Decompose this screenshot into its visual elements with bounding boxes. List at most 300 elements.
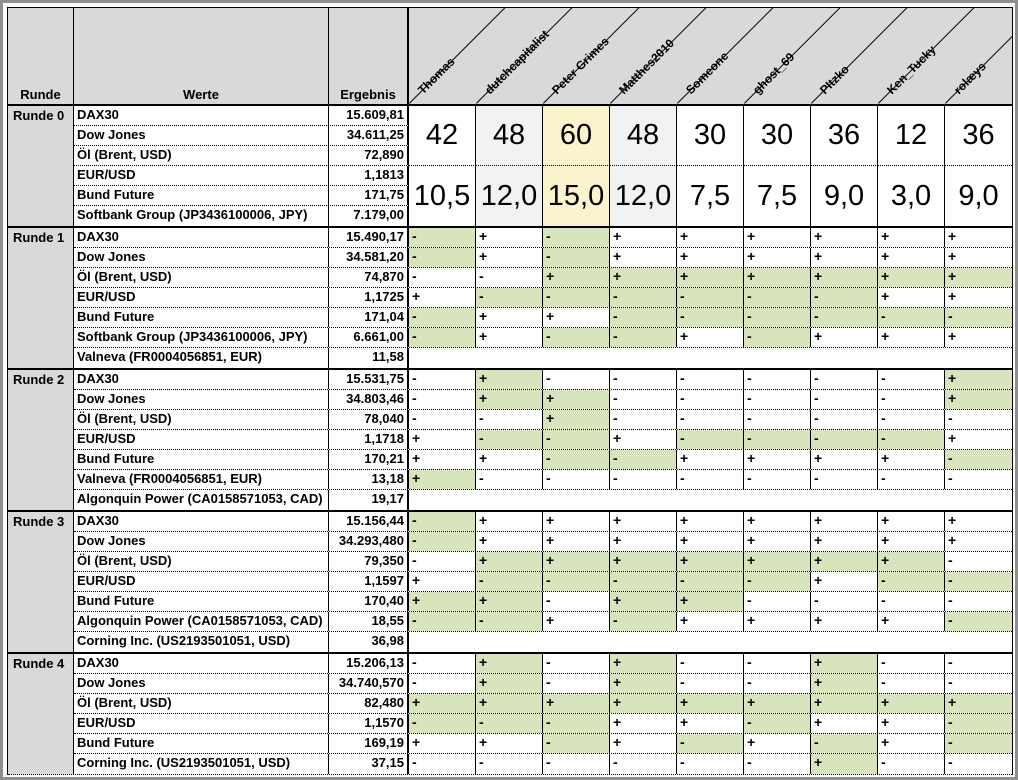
prediction-cell[interactable]: -	[543, 754, 610, 774]
prediction-cell[interactable]: -	[610, 288, 677, 307]
prediction-cell[interactable]: +	[948, 288, 957, 304]
prediction-cell[interactable]: -	[610, 612, 677, 631]
prediction-cell[interactable]: -	[945, 450, 1012, 469]
round-label[interactable]: Runde 4	[8, 654, 74, 774]
prediction-cell[interactable]: -	[677, 430, 744, 449]
result-value-cell[interactable]: 15.206,13	[329, 654, 409, 673]
prediction-cell[interactable]: +	[744, 268, 811, 287]
points-cell[interactable]: 30	[677, 106, 744, 166]
prediction-cell[interactable]: +	[610, 268, 677, 287]
prediction-cell[interactable]: -	[543, 370, 610, 389]
prediction-cell[interactable]: +	[878, 248, 945, 267]
prediction-cell[interactable]: -	[677, 654, 744, 673]
asset-name-cell[interactable]: DAX30	[74, 228, 329, 247]
prediction-cell[interactable]: +	[476, 532, 543, 551]
prediction-cell[interactable]: -	[744, 654, 811, 673]
prediction-cell[interactable]: +	[610, 228, 677, 247]
result-value-cell[interactable]: 37,15	[329, 754, 409, 774]
prediction-cell[interactable]: -	[948, 470, 953, 486]
prediction-cell[interactable]: +	[476, 390, 543, 409]
result-value-cell[interactable]: 36,98	[329, 632, 409, 652]
prediction-cell[interactable]: -	[543, 288, 610, 307]
prediction-cell[interactable]: -	[878, 470, 945, 489]
prediction-cell[interactable]: +	[811, 754, 878, 774]
prediction-cell[interactable]: -	[677, 572, 744, 591]
prediction-cell[interactable]: -	[878, 410, 945, 429]
prediction-cell[interactable]: -	[476, 288, 543, 307]
points-cell[interactable]: 42	[409, 106, 476, 166]
prediction-cell[interactable]: +	[945, 694, 1012, 713]
prediction-cell[interactable]: +	[811, 674, 878, 693]
prediction-cell[interactable]: +	[610, 552, 677, 571]
asset-name-cell[interactable]: Öl (Brent, USD)	[74, 694, 329, 713]
prediction-cell[interactable]: -	[677, 754, 744, 774]
points-cell[interactable]: 7,5	[677, 166, 744, 226]
header-runde[interactable]: Runde	[8, 8, 74, 104]
asset-name-cell[interactable]: DAX30	[74, 654, 329, 673]
points-cell[interactable]: 9,0	[811, 166, 878, 226]
asset-name-cell[interactable]: EUR/USD	[74, 166, 329, 185]
result-value-cell[interactable]: 170,21	[329, 450, 409, 469]
prediction-cell[interactable]: -	[744, 572, 811, 591]
prediction-cell[interactable]: -	[948, 552, 953, 568]
prediction-cell[interactable]: -	[677, 390, 744, 409]
prediction-cell[interactable]: -	[610, 470, 677, 489]
prediction-cell[interactable]: +	[811, 612, 878, 631]
prediction-cell[interactable]: +	[811, 654, 878, 673]
prediction-cell[interactable]: -	[945, 572, 1012, 591]
result-value-cell[interactable]: 15.531,75	[329, 370, 409, 389]
result-value-cell[interactable]: 11,58	[329, 348, 409, 368]
prediction-cell[interactable]: -	[543, 674, 610, 693]
asset-name-cell[interactable]: Dow Jones	[74, 126, 329, 145]
prediction-cell[interactable]: +	[744, 612, 811, 631]
prediction-cell[interactable]: -	[409, 248, 476, 267]
round-label[interactable]: Runde 2	[8, 370, 74, 510]
prediction-cell[interactable]: +	[948, 512, 957, 528]
prediction-cell[interactable]: +	[811, 228, 878, 247]
prediction-cell[interactable]: +	[811, 450, 878, 469]
prediction-cell[interactable]: -	[543, 470, 610, 489]
result-value-cell[interactable]: 34.803,46	[329, 390, 409, 409]
result-value-cell[interactable]: 78,040	[329, 410, 409, 429]
prediction-cell[interactable]: +	[744, 248, 811, 267]
prediction-cell[interactable]: -	[948, 592, 953, 608]
result-value-cell[interactable]: 13,18	[329, 470, 409, 489]
prediction-cell[interactable]: -	[543, 328, 610, 347]
prediction-cell[interactable]: +	[878, 268, 945, 287]
prediction-cell[interactable]: -	[409, 674, 476, 693]
result-value-cell[interactable]: 15.609,81	[329, 106, 409, 125]
points-cell[interactable]: 60	[543, 106, 610, 166]
prediction-cell[interactable]: +	[811, 552, 878, 571]
prediction-cell[interactable]: +	[948, 328, 957, 344]
prediction-cell[interactable]: -	[409, 268, 476, 287]
prediction-cell[interactable]: -	[744, 288, 811, 307]
prediction-cell[interactable]: -	[543, 734, 610, 753]
result-value-cell[interactable]: 6.661,00	[329, 328, 409, 347]
round-label[interactable]: Runde 3	[8, 512, 74, 652]
prediction-cell[interactable]: -	[476, 410, 543, 429]
prediction-cell[interactable]: -	[476, 754, 543, 774]
prediction-cell[interactable]: +	[677, 328, 744, 347]
asset-name-cell[interactable]: Dow Jones	[74, 390, 329, 409]
points-cell[interactable]: 10,5	[409, 166, 476, 226]
prediction-cell[interactable]: -	[811, 592, 878, 611]
points-cell[interactable]: 7,5	[744, 166, 811, 226]
prediction-cell[interactable]: +	[677, 612, 744, 631]
prediction-cell[interactable]: +	[677, 512, 744, 531]
prediction-cell[interactable]: +	[677, 228, 744, 247]
prediction-cell[interactable]: +	[610, 654, 677, 673]
prediction-cell[interactable]: +	[677, 248, 744, 267]
asset-name-cell[interactable]: Öl (Brent, USD)	[74, 268, 329, 287]
prediction-cell[interactable]: -	[610, 308, 677, 327]
prediction-cell[interactable]: +	[744, 734, 811, 753]
points-cell[interactable]: 48	[476, 106, 543, 166]
prediction-cell[interactable]: +	[878, 512, 945, 531]
prediction-cell[interactable]: -	[811, 430, 878, 449]
prediction-cell[interactable]: -	[677, 288, 744, 307]
result-value-cell[interactable]: 171,04	[329, 308, 409, 327]
prediction-cell[interactable]: +	[878, 288, 945, 307]
prediction-cell[interactable]: -	[476, 714, 543, 733]
asset-name-cell[interactable]: Dow Jones	[74, 248, 329, 267]
prediction-cell[interactable]: +	[543, 390, 610, 409]
prediction-cell[interactable]: -	[543, 430, 610, 449]
prediction-cell[interactable]: +	[677, 532, 744, 551]
prediction-cell[interactable]: +	[476, 694, 543, 713]
prediction-cell[interactable]: +	[948, 430, 957, 446]
prediction-cell[interactable]: +	[409, 470, 476, 489]
prediction-cell[interactable]: -	[610, 572, 677, 591]
result-value-cell[interactable]: 1,1718	[329, 430, 409, 449]
prediction-cell[interactable]: +	[409, 430, 476, 449]
prediction-cell[interactable]: +	[945, 268, 1012, 287]
prediction-cell[interactable]: -	[744, 430, 811, 449]
result-value-cell[interactable]: 15.156,44	[329, 512, 409, 531]
player-column-header[interactable]: Matthes2010	[616, 36, 677, 97]
prediction-cell[interactable]: -	[811, 288, 878, 307]
prediction-cell[interactable]: +	[409, 694, 476, 713]
points-cell[interactable]: 30	[744, 106, 811, 166]
result-value-cell[interactable]: 34.740,570	[329, 674, 409, 693]
prediction-cell[interactable]: -	[744, 674, 811, 693]
prediction-cell[interactable]: -	[409, 410, 476, 429]
prediction-cell[interactable]: +	[543, 410, 610, 429]
prediction-cell[interactable]: +	[476, 248, 543, 267]
prediction-cell[interactable]: -	[945, 612, 1012, 631]
prediction-cell[interactable]: +	[610, 734, 677, 753]
prediction-cell[interactable]: +	[744, 512, 811, 531]
result-value-cell[interactable]: 169,19	[329, 734, 409, 753]
prediction-cell[interactable]: +	[610, 430, 677, 449]
prediction-cell[interactable]: +	[677, 592, 744, 611]
prediction-cell[interactable]: -	[677, 370, 744, 389]
prediction-cell[interactable]: -	[677, 308, 744, 327]
prediction-cell[interactable]: -	[948, 754, 953, 770]
prediction-cell[interactable]: -	[811, 410, 878, 429]
asset-name-cell[interactable]: Öl (Brent, USD)	[74, 552, 329, 571]
prediction-cell[interactable]: -	[744, 308, 811, 327]
prediction-cell[interactable]: -	[409, 552, 476, 571]
asset-name-cell[interactable]: DAX30	[74, 106, 329, 125]
prediction-cell[interactable]: -	[878, 572, 945, 591]
prediction-cell[interactable]: -	[744, 410, 811, 429]
prediction-cell[interactable]: -	[543, 714, 610, 733]
prediction-cell[interactable]: -	[409, 390, 476, 409]
asset-name-cell[interactable]: Dow Jones	[74, 674, 329, 693]
prediction-cell[interactable]: -	[610, 390, 677, 409]
prediction-cell[interactable]: -	[677, 410, 744, 429]
asset-name-cell[interactable]: Valneva (FR0004056851, EUR)	[74, 470, 329, 489]
prediction-cell[interactable]: +	[744, 228, 811, 247]
result-value-cell[interactable]: 171,75	[329, 186, 409, 205]
prediction-cell[interactable]: +	[677, 450, 744, 469]
result-value-cell[interactable]: 34.581,20	[329, 248, 409, 267]
asset-name-cell[interactable]: Valneva (FR0004056851, EUR)	[74, 348, 329, 368]
result-value-cell[interactable]: 1,1725	[329, 288, 409, 307]
prediction-cell[interactable]: -	[610, 370, 677, 389]
prediction-cell[interactable]: +	[948, 532, 957, 548]
result-value-cell[interactable]: 72,890	[329, 146, 409, 165]
result-value-cell[interactable]: 34.611,25	[329, 126, 409, 145]
result-value-cell[interactable]: 1,1597	[329, 572, 409, 591]
header-ergebnis[interactable]: Ergebnis	[329, 8, 409, 104]
prediction-cell[interactable]: +	[476, 328, 543, 347]
prediction-cell[interactable]: -	[945, 308, 1012, 327]
prediction-cell[interactable]: -	[744, 714, 811, 733]
prediction-cell[interactable]: +	[878, 714, 945, 733]
prediction-cell[interactable]: +	[948, 228, 957, 244]
points-cell[interactable]: 15,0	[543, 166, 610, 226]
asset-name-cell[interactable]: DAX30	[74, 512, 329, 531]
prediction-cell[interactable]: -	[744, 592, 811, 611]
result-value-cell[interactable]: 18,55	[329, 612, 409, 631]
prediction-cell[interactable]: +	[476, 734, 543, 753]
prediction-cell[interactable]: +	[878, 694, 945, 713]
asset-name-cell[interactable]: Bund Future	[74, 592, 329, 611]
prediction-cell[interactable]: -	[878, 430, 945, 449]
prediction-cell[interactable]: -	[409, 754, 476, 774]
prediction-cell[interactable]: +	[811, 268, 878, 287]
prediction-cell[interactable]: +	[677, 552, 744, 571]
prediction-cell[interactable]: -	[476, 268, 543, 287]
result-value-cell[interactable]: 7.179,00	[329, 206, 409, 226]
prediction-cell[interactable]: +	[878, 228, 945, 247]
prediction-cell[interactable]: -	[610, 410, 677, 429]
prediction-cell[interactable]: -	[811, 370, 878, 389]
prediction-cell[interactable]: -	[543, 572, 610, 591]
prediction-cell[interactable]: -	[610, 450, 677, 469]
result-value-cell[interactable]: 82,480	[329, 694, 409, 713]
asset-name-cell[interactable]: Öl (Brent, USD)	[74, 146, 329, 165]
asset-name-cell[interactable]: EUR/USD	[74, 430, 329, 449]
prediction-cell[interactable]: -	[476, 430, 543, 449]
prediction-cell[interactable]: -	[610, 754, 677, 774]
asset-name-cell[interactable]: Corning Inc. (US2193501051, USD)	[74, 632, 329, 652]
prediction-cell[interactable]: -	[948, 674, 953, 690]
prediction-cell[interactable]: -	[409, 228, 476, 247]
prediction-cell[interactable]: +	[610, 674, 677, 693]
prediction-cell[interactable]: -	[811, 390, 878, 409]
prediction-cell[interactable]: -	[878, 654, 945, 673]
prediction-cell[interactable]: +	[409, 288, 476, 307]
prediction-cell[interactable]: +	[543, 694, 610, 713]
prediction-cell[interactable]: +	[878, 734, 945, 753]
prediction-cell[interactable]: -	[409, 654, 476, 673]
prediction-cell[interactable]: -	[811, 308, 878, 327]
prediction-cell[interactable]: -	[409, 328, 476, 347]
player-column-header[interactable]: Thomas	[415, 54, 458, 97]
prediction-cell[interactable]: +	[744, 694, 811, 713]
asset-name-cell[interactable]: EUR/USD	[74, 572, 329, 591]
prediction-cell[interactable]: +	[610, 592, 677, 611]
prediction-cell[interactable]: +	[610, 714, 677, 733]
prediction-cell[interactable]: +	[543, 512, 610, 531]
prediction-cell[interactable]: -	[948, 410, 953, 426]
asset-name-cell[interactable]: Softbank Group (JP3436100006, JPY)	[74, 328, 329, 347]
prediction-cell[interactable]: +	[811, 572, 878, 591]
prediction-cell[interactable]: +	[543, 268, 610, 287]
prediction-cell[interactable]: +	[543, 552, 610, 571]
prediction-cell[interactable]: +	[476, 450, 543, 469]
points-cell[interactable]: 9,0	[958, 179, 999, 212]
prediction-cell[interactable]: -	[476, 612, 543, 631]
asset-name-cell[interactable]: Corning Inc. (US2193501051, USD)	[74, 754, 329, 774]
prediction-cell[interactable]: -	[543, 248, 610, 267]
prediction-cell[interactable]: -	[945, 714, 1012, 733]
prediction-cell[interactable]: +	[476, 674, 543, 693]
prediction-cell[interactable]: +	[610, 532, 677, 551]
prediction-cell[interactable]: -	[878, 592, 945, 611]
prediction-cell[interactable]: +	[476, 512, 543, 531]
prediction-cell[interactable]: -	[476, 572, 543, 591]
asset-name-cell[interactable]: Bund Future	[74, 734, 329, 753]
result-value-cell[interactable]: 34.293,480	[329, 532, 409, 551]
result-value-cell[interactable]: 74,870	[329, 268, 409, 287]
prediction-cell[interactable]: -	[744, 470, 811, 489]
prediction-cell[interactable]: -	[677, 734, 744, 753]
prediction-cell[interactable]: +	[945, 370, 1012, 389]
prediction-cell[interactable]: +	[476, 308, 543, 327]
round-label[interactable]: Runde 1	[8, 228, 74, 368]
asset-name-cell[interactable]: Öl (Brent, USD)	[74, 410, 329, 429]
prediction-cell[interactable]: +	[543, 308, 610, 327]
player-column-header[interactable]: dutchcapitalist	[482, 27, 552, 97]
prediction-cell[interactable]: -	[878, 308, 945, 327]
prediction-cell[interactable]: +	[677, 268, 744, 287]
prediction-cell[interactable]: -	[744, 754, 811, 774]
points-cell[interactable]: 36	[945, 106, 1012, 166]
asset-name-cell[interactable]: Dow Jones	[74, 532, 329, 551]
prediction-cell[interactable]: -	[677, 674, 744, 693]
prediction-cell[interactable]: +	[878, 328, 945, 347]
prediction-cell[interactable]: -	[811, 734, 878, 753]
asset-name-cell[interactable]: EUR/USD	[74, 714, 329, 733]
prediction-cell[interactable]: +	[610, 248, 677, 267]
prediction-cell[interactable]: +	[677, 694, 744, 713]
points-cell[interactable]: 12,0	[476, 166, 543, 226]
prediction-cell[interactable]: +	[476, 654, 543, 673]
points-cell[interactable]: 48	[610, 106, 677, 166]
prediction-cell[interactable]: -	[409, 370, 476, 389]
prediction-cell[interactable]: +	[744, 450, 811, 469]
prediction-cell[interactable]: -	[744, 370, 811, 389]
prediction-cell[interactable]: -	[409, 532, 476, 551]
prediction-cell[interactable]: -	[878, 754, 945, 774]
prediction-cell[interactable]: +	[811, 328, 878, 347]
asset-name-cell[interactable]: Bund Future	[74, 450, 329, 469]
prediction-cell[interactable]: -	[878, 370, 945, 389]
prediction-cell[interactable]: +	[811, 512, 878, 531]
prediction-cell[interactable]: +	[878, 532, 945, 551]
prediction-cell[interactable]: -	[409, 612, 476, 631]
prediction-cell[interactable]: -	[677, 470, 744, 489]
prediction-cell[interactable]: +	[811, 248, 878, 267]
prediction-cell[interactable]: +	[811, 694, 878, 713]
prediction-cell[interactable]: +	[878, 552, 945, 571]
player-column-header[interactable]: PItzko	[817, 62, 852, 97]
prediction-cell[interactable]: +	[878, 450, 945, 469]
player-column-header[interactable]: ghost_69	[750, 49, 798, 97]
prediction-cell[interactable]: -	[878, 390, 945, 409]
prediction-cell[interactable]: -	[744, 390, 811, 409]
prediction-cell[interactable]: -	[543, 654, 610, 673]
prediction-cell[interactable]: +	[409, 572, 476, 591]
player-column-header[interactable]: rolæys	[951, 59, 989, 97]
result-value-cell[interactable]: 1,1570	[329, 714, 409, 733]
prediction-cell[interactable]: -	[811, 470, 878, 489]
prediction-cell[interactable]: +	[476, 370, 543, 389]
prediction-cell[interactable]: -	[409, 714, 476, 733]
prediction-cell[interactable]: +	[744, 552, 811, 571]
prediction-cell[interactable]: -	[409, 512, 476, 531]
prediction-cell[interactable]: +	[476, 592, 543, 611]
asset-name-cell[interactable]: Bund Future	[74, 308, 329, 327]
prediction-cell[interactable]: -	[476, 470, 543, 489]
prediction-cell[interactable]: +	[811, 532, 878, 551]
result-value-cell[interactable]: 79,350	[329, 552, 409, 571]
player-column-header[interactable]: Ken_Tucky	[884, 42, 939, 97]
points-cell[interactable]: 36	[811, 106, 878, 166]
asset-name-cell[interactable]: Softbank Group (JP3436100006, JPY)	[74, 206, 329, 226]
player-column-header[interactable]: Someone	[683, 48, 732, 97]
prediction-cell[interactable]: -	[543, 228, 610, 247]
prediction-cell[interactable]: +	[744, 532, 811, 551]
round-label[interactable]: Runde 0	[8, 106, 74, 226]
points-cell[interactable]: 3,0	[878, 166, 945, 226]
player-column-header[interactable]: Peter Grimes	[549, 34, 612, 97]
prediction-cell[interactable]: +	[409, 450, 476, 469]
header-werte[interactable]: Werte	[74, 8, 329, 104]
points-cell[interactable]: 12,0	[610, 166, 677, 226]
asset-name-cell[interactable]: Bund Future	[74, 186, 329, 205]
prediction-cell[interactable]: +	[476, 552, 543, 571]
asset-name-cell[interactable]: DAX30	[74, 370, 329, 389]
prediction-cell[interactable]: +	[610, 694, 677, 713]
prediction-cell[interactable]: +	[948, 248, 957, 264]
prediction-cell[interactable]: -	[409, 308, 476, 327]
points-cell[interactable]: 12	[878, 106, 945, 166]
asset-name-cell[interactable]: Algonquin Power (CA0158571053, CAD)	[74, 612, 329, 631]
asset-name-cell[interactable]: EUR/USD	[74, 288, 329, 307]
prediction-cell[interactable]: -	[945, 734, 1012, 753]
prediction-cell[interactable]: -	[744, 328, 811, 347]
prediction-cell[interactable]: +	[610, 512, 677, 531]
prediction-cell[interactable]: +	[409, 734, 476, 753]
prediction-cell[interactable]: -	[543, 592, 610, 611]
